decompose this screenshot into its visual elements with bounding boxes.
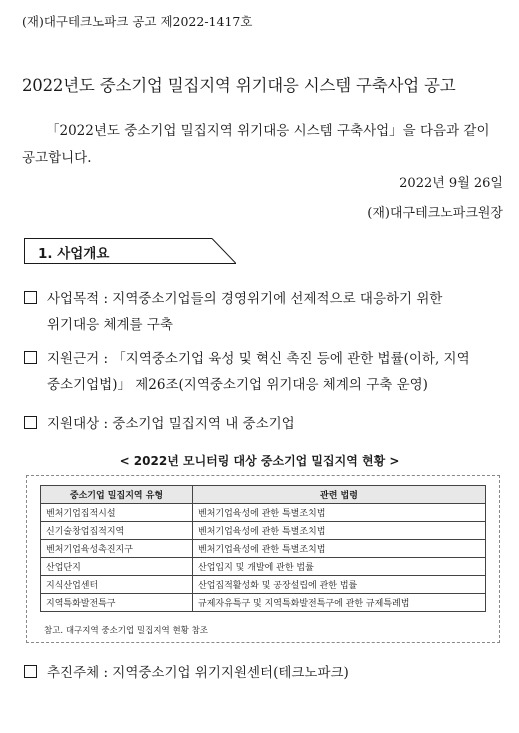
table-cell: 산업집적활성화 및 공장설립에 관한 법률 [193,576,486,594]
table-row [41,594,486,612]
table-row [41,522,486,540]
table-cell: 신기술창업집적지역 [41,522,193,540]
square-bullet-icon [24,351,37,364]
table-cell: 지역특화발전특구 [41,594,193,612]
table-cell: 지식산업센터 [41,576,193,594]
cluster-table [40,485,486,612]
table-cell: 규제자유특구 및 지역특화발전특구에 관한 규제특례법 [193,594,486,612]
list-item-executor: 추진주체 : 지역중소기업 위기지원센터(테크노파크) [24,660,508,686]
page-title: 2022년도 중소기업 밀집지역 위기대응 시스템 구축사업 공고 [22,76,456,95]
table-cell: 벤처기업집적시설 [41,504,193,522]
issuer-name: (재)대구테크노파크원장 [367,206,503,221]
section-heading [24,238,236,264]
square-bullet-icon [24,665,37,678]
notice-date: 2022년 9월 26일 [399,176,503,191]
table-row [41,558,486,576]
table-row [41,504,486,522]
column-header: 중소기업 밀집지역 유형 [41,486,193,504]
table-row [41,576,486,594]
intro-paragraph: 「2022년도 중소기업 밀집지역 위기대응 시스템 구축사업」을 다음과 같이 공고합니다. [22,123,490,166]
table-cell: 벤처기업육성촉진지구 [41,540,193,558]
list-item-target: 지원대상 : 중소기업 밀집지역 내 중소기업 [24,411,508,437]
table-title: < 2022년 모니터링 대상 중소기업 밀집지역 현황 > [119,454,400,468]
section-heading-label: 1. 사업개요 [38,246,110,262]
table-note: 참고. 대구지역 중소기업 밀집지역 현황 참조 [44,626,209,636]
notice-number: (재)대구테크노파크 공고 제2022-1417호 [22,14,253,29]
table-cell: 벤처기업육성에 관한 특별조치법 [193,522,486,540]
square-bullet-icon [24,291,37,304]
table-row [41,540,486,558]
table-cell: 벤처기업육성에 관한 특별조치법 [193,504,486,522]
table-cell: 산업단지 [41,558,193,576]
table-cell: 벤처기업육성에 관한 특별조치법 [193,540,486,558]
table-cell: 산업입지 및 개발에 관한 법률 [193,558,486,576]
table-header-row [41,486,486,504]
square-bullet-icon [24,416,37,429]
list-item-purpose: 사업목적 : 지역중소기업들의 경영위기에 선제적으로 대응하기 위한 위기대응 체계를 구축 [24,286,508,338]
column-header: 관련 법령 [193,486,486,504]
list-item-basis: 지원근거 : 「지역중소기업 육성 및 혁신 촉진 등에 관한 법률(이하, 지역 중소기업법)」 제26조(지역중소기업 위기대응 체계의 구축 운영) [24,346,508,398]
